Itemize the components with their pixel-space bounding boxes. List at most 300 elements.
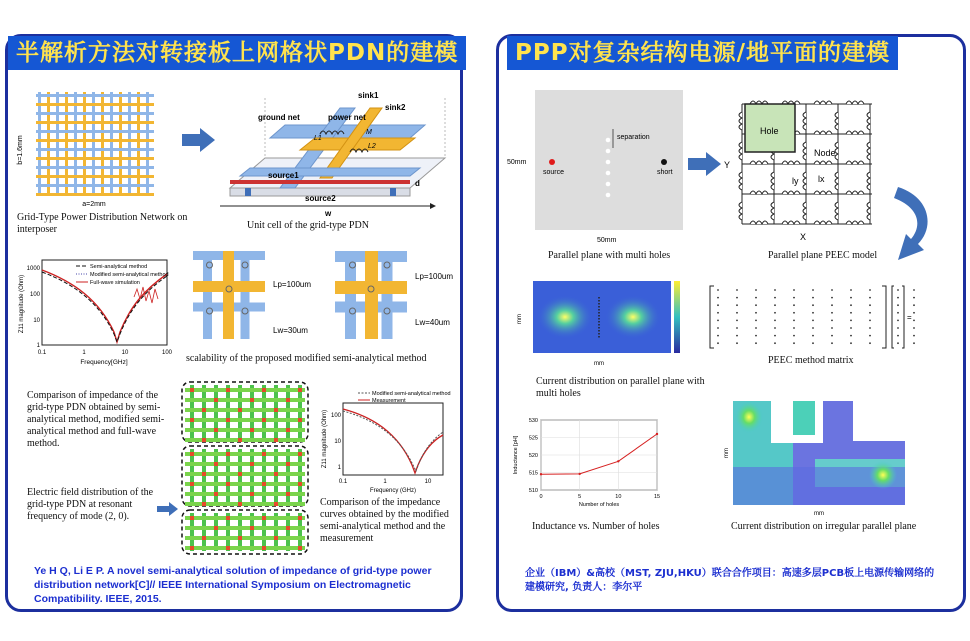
efield-hotspot: [238, 536, 242, 540]
efield-hotspot: [298, 452, 302, 456]
grid-line: [36, 103, 154, 106]
ind-ytick: 510: [528, 488, 538, 494]
matrix-entry: [717, 312, 719, 314]
grid-line: [65, 92, 68, 194]
current2-ylabel: mm: [724, 448, 730, 458]
plane-dim-y: 50mm: [507, 159, 527, 166]
matrix-entry: [831, 320, 833, 322]
impedance-plot-2: [318, 385, 451, 495]
cell-label-l1: L1: [314, 135, 322, 142]
matrix-entry: [897, 342, 899, 344]
scal-right-top: Lp=100um: [415, 272, 454, 281]
matrix-entry: [774, 335, 776, 337]
peec-inductor: [835, 202, 838, 220]
ind-ytick: 520: [528, 453, 538, 459]
plot1-xlabel: Frequency[GHz]: [80, 359, 128, 366]
grid-line: [38, 92, 41, 194]
peec-inductor: [750, 191, 768, 194]
matrix-entry: [869, 335, 871, 337]
project-text: 企业（IBM）&高校（MST, ZJU,HKU）联合合作项目：高速多层PCB板上电源传输网络的建模研究, 负责人：李尔平: [525, 568, 935, 593]
matrix-entry: [897, 327, 899, 329]
matrix-entry: [831, 342, 833, 344]
matrix-entry: [793, 327, 795, 329]
matrix-entry: [897, 304, 899, 306]
grid-line: [36, 112, 154, 115]
efield-hotspot: [250, 492, 254, 496]
matrix-entry: [793, 312, 795, 314]
matrix-entry: [897, 297, 899, 299]
peec-inductor: [846, 101, 864, 104]
matrix-entry: [793, 342, 795, 344]
matrix-entry: [755, 320, 757, 322]
matrix-entry: [869, 320, 871, 322]
plot1-legend-1: Modified semi-analytical method: [90, 272, 169, 278]
grid-line: [36, 94, 154, 97]
matrix-entry: [774, 312, 776, 314]
plot1-legend-0: Semi-analytical method: [90, 264, 148, 270]
peec-model-figure: [722, 94, 892, 242]
matrix-entry: [850, 335, 852, 337]
matrix-entry: [850, 297, 852, 299]
peec-inductor: [814, 161, 832, 164]
matrix-entry: [736, 327, 738, 329]
peec-ly: ly: [792, 176, 799, 186]
matrix-entry: [869, 342, 871, 344]
efield-hotspot: [214, 428, 218, 432]
matrix-entry: [774, 304, 776, 306]
peec-model-caption: Parallel plane PEEC model: [768, 250, 878, 261]
plot1-ytick-0: 1000: [26, 266, 40, 272]
grid-line: [56, 92, 59, 194]
efield-hotspot: [190, 388, 194, 392]
efield-hotspot: [262, 418, 266, 422]
matrix-entry: [717, 335, 719, 337]
plot1-ytick-1: 100: [29, 292, 40, 298]
efield-line: [185, 482, 305, 486]
ind-ytick: 515: [528, 470, 538, 477]
left-title: 半解析方法对转接板上网格状PDN的建模: [8, 36, 466, 70]
grid-line: [101, 92, 104, 194]
unit-cell-caption: Unit cell of the grid-type PDN: [247, 220, 369, 231]
matrix-entry: [717, 304, 719, 306]
efield-hotspot: [226, 452, 230, 456]
matrix-entry: [850, 312, 852, 314]
grid-a-label: a=2mm: [82, 201, 106, 208]
matrix-entry: [913, 335, 915, 337]
matrix-entry: [793, 297, 795, 299]
matrix-entry: [869, 289, 871, 291]
ind-ytick: 530: [528, 418, 538, 424]
peec-inductor: [803, 142, 806, 160]
matrix-bracket: [892, 286, 904, 348]
scal-power-bar: [365, 251, 378, 339]
grid-line: [74, 92, 77, 194]
grid-line: [36, 175, 154, 178]
cell-label-sink1: sink1: [358, 91, 379, 100]
plot2-xtick-1: 1: [383, 479, 387, 485]
efield-line: [185, 452, 305, 456]
efield-hotspot: [214, 526, 218, 530]
matrix-entry: [755, 312, 757, 314]
ind-xtick: 0: [539, 494, 543, 500]
matrix-entry: [812, 335, 814, 337]
matrix-entry: [717, 289, 719, 291]
plot2-xlabel: Frequency (GHz): [369, 488, 417, 494]
peec-inductor: [814, 191, 832, 194]
plot2-ytick-0: 100: [330, 413, 341, 419]
peec-x: X: [800, 232, 807, 242]
current1-caption: Current distribution on parallel plane with multi holes: [536, 376, 705, 399]
matrix-entry: [774, 342, 776, 344]
matrix-entry: [831, 297, 833, 299]
plot1-ylabel: Z11 magnitude (Ohm): [19, 274, 25, 334]
plot1-xtick-1: 1: [82, 350, 86, 356]
efield-hotspot: [226, 516, 230, 520]
efield-hotspot: [298, 482, 302, 486]
plane-separation: separation: [617, 134, 650, 141]
matrix-entry: [897, 289, 899, 291]
peec-inductor: [867, 202, 870, 220]
matrix-entry: [736, 304, 738, 306]
efield-caption: Electric field distribution of the grid-type PDN at resonant frequency of mode (2, 0).: [27, 487, 154, 522]
grid-line: [36, 166, 154, 169]
efield-hotspot: [298, 546, 302, 550]
efield-hotspot: [190, 482, 194, 486]
ind-xlabel: Number of holes: [578, 502, 620, 508]
peec-inductor: [782, 221, 800, 224]
cell-label-source1: source1: [268, 171, 299, 180]
current2-xlabel: mm: [814, 511, 824, 517]
matrix-entry: [774, 297, 776, 299]
efield-hotspot: [250, 462, 254, 466]
efield-maps: [178, 380, 313, 558]
matrix-bracket: [882, 286, 886, 348]
matrix-entry: [812, 304, 814, 306]
right-arrow-icon-2: [688, 152, 722, 176]
plot1-legend-2: Full-wave simulation: [90, 280, 140, 286]
plot1-ytick-2: 10: [33, 318, 40, 324]
efield-hotspot: [274, 438, 278, 442]
matrix-entry: [869, 327, 871, 329]
matrix-entry: [755, 289, 757, 291]
efield-hotspot: [262, 452, 266, 456]
peec-inductor: [771, 202, 774, 220]
efield-line: [185, 418, 305, 422]
grid-line: [47, 92, 50, 194]
peec-inductor: [867, 142, 870, 160]
efield-hotspot: [190, 516, 194, 520]
matrix-entry: [793, 320, 795, 322]
scal-ground-bar: [345, 251, 356, 339]
cell-label-source2: source2: [305, 194, 336, 203]
matrix-entry: [736, 320, 738, 322]
plot1-xtick-2: 10: [121, 350, 129, 356]
compare-caption: Comparison of impedance of the grid-type PDN obtained by semi-analytical method, modified semi-analytical method and full-wave method.: [27, 390, 165, 449]
efield-hotspot: [298, 388, 302, 392]
cell-label-d: d: [415, 179, 420, 188]
scalability-figure: [183, 245, 454, 343]
matrix-entry: [736, 297, 738, 299]
efield-hotspot: [214, 462, 218, 466]
matrix-entry: [913, 304, 915, 306]
efield-hotspot: [202, 536, 206, 540]
matrix-entry: [793, 289, 795, 291]
peec-matrix: [708, 284, 922, 350]
matrix-entry: [717, 327, 719, 329]
efield-hotspot: [226, 546, 230, 550]
plot1-xtick-0: 0.1: [37, 350, 47, 356]
matrix-entry: [755, 297, 757, 299]
efield-hotspot: [214, 492, 218, 496]
matrix-bracket: [710, 286, 714, 348]
parallel-plane-figure: [507, 88, 687, 248]
peec-inductor: [803, 112, 806, 130]
reference-text: Ye H Q, Li E P. A novel semi-analytical solution of impedance of grid-type power distribution network[C]// IEEE International Symposium on Electromagnetic Compatibility. IEEE, 2015.: [34, 565, 432, 605]
peec-hole: Hole: [760, 126, 779, 136]
matrix-entry: [831, 327, 833, 329]
matrix-entry: [897, 335, 899, 337]
grid-line: [119, 92, 122, 194]
matrix-entry: [717, 320, 719, 322]
cell-label-w: w: [325, 209, 332, 218]
matrix-entry: [717, 342, 719, 344]
matrix-entry: [913, 320, 915, 322]
peec-inductor: [739, 112, 742, 130]
current1-ylabel: mm: [517, 314, 523, 324]
peec-inductor: [835, 112, 838, 130]
matrix-entry: [736, 289, 738, 291]
efield-hotspot: [250, 428, 254, 432]
peec-y: Y: [724, 160, 731, 170]
scalability-caption: scalability of the proposed modified semi-analytical method: [186, 353, 427, 364]
inductance-caption: Inductance vs. Number of holes: [532, 521, 660, 532]
grid-line: [110, 92, 113, 194]
ind-point: [656, 433, 658, 435]
efield-hotspot: [286, 492, 290, 496]
matrix-entry: [755, 304, 757, 306]
matrix-entry: [850, 320, 852, 322]
peec-inductor: [771, 172, 774, 190]
matrix-entry: [793, 335, 795, 337]
efield-hotspot: [274, 502, 278, 506]
efield-hotspot: [202, 438, 206, 442]
plot1-xtick-3: 100: [161, 350, 173, 356]
matrix-entry: [869, 297, 871, 299]
grid-line: [92, 92, 95, 194]
efield-hotspot: [286, 462, 290, 466]
current1-xlabel: mm: [594, 361, 604, 367]
matrix-entry: [897, 320, 899, 322]
efield-hotspot: [190, 546, 194, 550]
grid-line: [137, 92, 140, 194]
matrix-entry: [717, 297, 719, 299]
grid-line: [36, 148, 154, 151]
matrix-entry: [736, 342, 738, 344]
matrix-entry: [774, 320, 776, 322]
peec-inductor: [739, 172, 742, 190]
peec-inductor: [782, 191, 800, 194]
grid-pdn-figure: [14, 88, 164, 213]
matrix-entry: [774, 289, 776, 291]
peec-inductor: [846, 221, 864, 224]
matrix-entry: [793, 304, 795, 306]
matrix-entry: [913, 342, 915, 344]
efield-hotspot: [214, 398, 218, 402]
plot2-ylabel: Z11 magnitude (Ohm): [322, 409, 328, 469]
grid-b-label: b=1.6mm: [17, 135, 24, 165]
scal-right-bot: Lw=40um: [415, 318, 450, 327]
matrix-entry: [850, 289, 852, 291]
matrix-entry: [831, 304, 833, 306]
unit-cell-figure: [210, 88, 450, 218]
peec-inductor: [846, 161, 864, 164]
matrix-entry: [755, 327, 757, 329]
ind-xtick: 15: [653, 494, 661, 500]
matrix-entry: [812, 289, 814, 291]
matrix-entry: [831, 312, 833, 314]
matrix-entry: [812, 342, 814, 344]
ind-ylabel: Inductance [pH]: [513, 435, 519, 475]
current2-caption: Current distribution on irregular parallel plane: [731, 521, 917, 532]
matrix-entry: [736, 312, 738, 314]
efield-hotspot: [274, 536, 278, 540]
scal-power-bar: [223, 251, 234, 339]
curved-arrow-icon: [880, 182, 940, 272]
peec-inductor: [814, 131, 832, 134]
matrix-entry: [812, 327, 814, 329]
peec-inductor: [739, 142, 742, 160]
matrix-entry: [913, 297, 915, 299]
grid-line: [128, 92, 131, 194]
plot2-caption: Comparison of the impedance curves obtained by the modified semi-analytical method and the measurement: [320, 497, 449, 544]
efield-hotspot: [286, 428, 290, 432]
efield-hotspot: [298, 516, 302, 520]
peec-inductor: [803, 172, 806, 190]
matrix-equals: =: [907, 313, 912, 322]
plot2-ytick-2: 1: [337, 465, 341, 471]
efield-hotspot: [262, 516, 266, 520]
impedance-plot-1: [14, 252, 174, 367]
efield-hotspot: [262, 482, 266, 486]
grid-line: [36, 139, 154, 142]
efield-hotspot: [238, 472, 242, 476]
matrix-entry: [897, 312, 899, 314]
efield-hotspot: [238, 438, 242, 442]
scal-left-top: Lp=100um: [273, 280, 312, 289]
peec-inductor: [867, 172, 870, 190]
scal-left-bot: Lw=30um: [273, 326, 308, 335]
peec-inductor: [835, 172, 838, 190]
plot2-ytick-1: 10: [334, 439, 341, 445]
matrix-entry: [831, 335, 833, 337]
peec-inductor: [782, 161, 800, 164]
efield-hotspot: [238, 408, 242, 412]
cell-label-l2: L2: [368, 143, 376, 150]
efield-hotspot: [190, 418, 194, 422]
current-distribution-2: [723, 397, 908, 517]
efield-hotspot: [202, 408, 206, 412]
plane-dim-x: 50mm: [597, 237, 617, 244]
grid-line: [36, 121, 154, 124]
efield-hotspot: [202, 502, 206, 506]
matrix-entry: [812, 312, 814, 314]
left-small-arrow-icon: [157, 502, 179, 516]
efield-line: [185, 516, 305, 520]
matrix-entry: [755, 342, 757, 344]
matrix-entry: [774, 327, 776, 329]
current-distribution-1: [507, 275, 687, 370]
matrix-entry: [869, 312, 871, 314]
ind-ytick: 525: [528, 435, 538, 442]
cell-label-power-net: power net: [328, 113, 366, 122]
grid-pdn-caption: Grid-Type Power Distribution Network on interposer: [17, 212, 188, 235]
plot1-ytick-3: 1: [36, 343, 40, 349]
plot2-legend-0: Modified semi-analytical method: [372, 391, 451, 397]
ind-xtick: 5: [578, 494, 582, 500]
matrix-entry: [812, 297, 814, 299]
cell-label-ground-net: ground net: [258, 113, 300, 122]
plane-source: source: [543, 169, 565, 176]
efield-hotspot: [250, 398, 254, 402]
grid-line: [36, 130, 154, 133]
efield-hotspot: [274, 472, 278, 476]
matrix-entry: [850, 327, 852, 329]
peec-inductor: [750, 221, 768, 224]
peec-node: Node: [814, 148, 836, 158]
efield-hotspot: [286, 398, 290, 402]
plane-short: short: [657, 169, 673, 176]
efield-hotspot: [226, 418, 230, 422]
plot2-xtick-0: 0.1: [338, 479, 348, 485]
efield-hotspot: [274, 408, 278, 412]
ind-point: [617, 460, 619, 462]
peec-inductor: [846, 131, 864, 134]
matrix-entry: [755, 335, 757, 337]
inductance-chart: [507, 412, 667, 517]
efield-hotspot: [298, 418, 302, 422]
cell-label-m: M: [366, 129, 372, 136]
grid-line: [83, 92, 86, 194]
plot2-legend-1: Measurement: [372, 398, 406, 404]
parallel-plane-caption: Parallel plane with multi holes: [548, 250, 671, 261]
peec-inductor: [803, 202, 806, 220]
matrix-entry: [913, 312, 915, 314]
scal-ground-bar: [203, 251, 212, 339]
efield-line: [185, 388, 305, 392]
peec-lx: lx: [818, 174, 825, 184]
efield-hotspot: [226, 388, 230, 392]
matrix-entry: [831, 289, 833, 291]
plot2-xtick-2: 10: [424, 479, 432, 485]
efield-hotspot: [262, 388, 266, 392]
matrix-entry: [869, 304, 871, 306]
peec-inductor: [846, 191, 864, 194]
matrix-entry: [913, 327, 915, 329]
matrix-entry: [812, 320, 814, 322]
peec-inductor: [739, 202, 742, 220]
efield-hotspot: [226, 482, 230, 486]
efield-hotspot: [262, 546, 266, 550]
peec-inductor: [750, 161, 768, 164]
peec-inductor: [814, 221, 832, 224]
peec-inductor: [867, 112, 870, 130]
matrix-caption: PEEC method matrix: [768, 355, 854, 366]
cell-label-sink2: sink2: [385, 103, 406, 112]
matrix-entry: [850, 304, 852, 306]
efield-hotspot: [238, 502, 242, 506]
grid-line: [36, 157, 154, 160]
matrix-entry: [850, 342, 852, 344]
